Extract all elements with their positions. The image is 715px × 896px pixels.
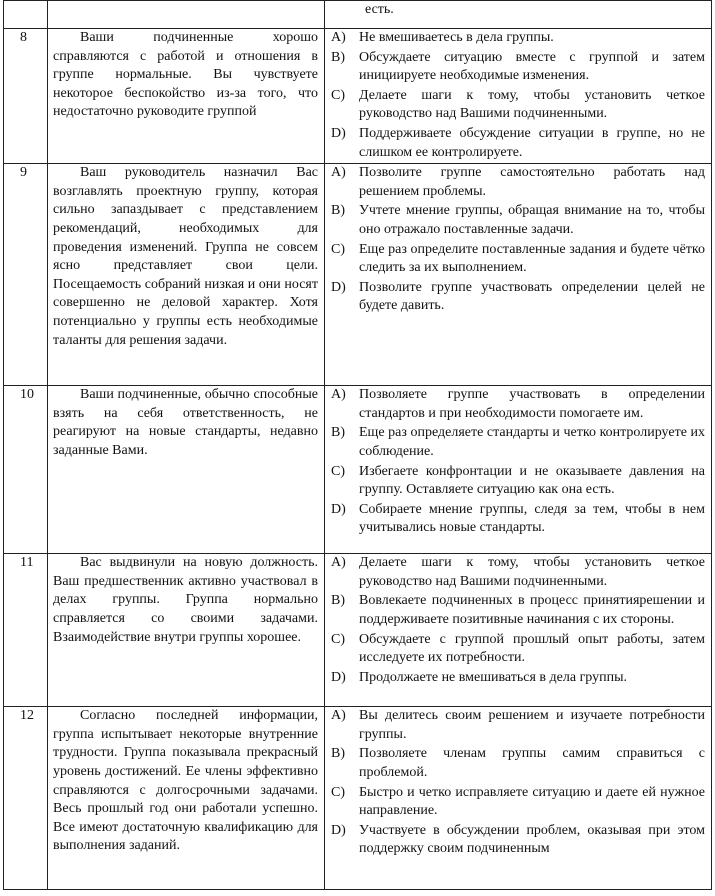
question-number: 8 xyxy=(4,29,48,164)
option-text: Вовлекаете подчиненных в процесс принятиярешении и поддерживаете позитивные начинания с их стороны. xyxy=(359,593,705,627)
answer-option xyxy=(331,745,705,782)
answer-option xyxy=(331,386,705,423)
option-text: Вы делитесь своим решением и изучаете потребности группы. xyxy=(359,708,705,742)
answer-option xyxy=(331,707,705,744)
table-row-question xyxy=(4,29,712,164)
option-letter: D) xyxy=(331,125,346,141)
option-text: Позволяете членам группы самим справиться с проблемой. xyxy=(359,746,705,780)
option-text: Быстро и четко исправляете ситуацию и даете ей нужное направление. xyxy=(359,784,705,819)
option-letter: B) xyxy=(331,203,345,219)
option-letter: A) xyxy=(331,555,346,571)
question-number-cell xyxy=(4,1,48,29)
situation-text: Согласно последней информации, группа испытывает некоторые внутренние трудности. Группа показывала прекрасный уровень достижений. Ее члены эффективно справляются с долгосрочными задачами. Весь прошлый год они работали успешно. Все имеют достаточную квалификацию для выполнения заданий. xyxy=(48,707,325,890)
question-number: 11 xyxy=(4,554,48,707)
table-row-question xyxy=(4,386,712,554)
option-letter: C) xyxy=(331,631,345,647)
situation-text: Ваши подчиненные хорошо справляются с работой и отношения в группе нормальные. Вы чувствуете некоторое беспокойство из-за того, что недостаточно руководите группой xyxy=(48,29,325,164)
questionnaire-document xyxy=(3,0,712,890)
option-text: Избегаете конфронтации и не оказываете давления на группу. Оставляете ситуацию как она есть. xyxy=(359,463,705,498)
option-letter: D) xyxy=(331,669,346,685)
question-number: 9 xyxy=(4,164,48,386)
option-text: Собираете мнение группы, следя за тем, чтобы в нем учитывались новые стандарты. xyxy=(359,501,705,536)
answer-option xyxy=(331,29,705,48)
option-letter: D) xyxy=(331,279,346,295)
options-cell xyxy=(325,164,712,386)
answer-option xyxy=(331,592,705,629)
questionnaire-body xyxy=(4,1,712,890)
table-row-question xyxy=(4,164,712,386)
answer-option xyxy=(331,125,705,162)
options-cell xyxy=(325,1,712,29)
option-letter: C) xyxy=(331,241,345,257)
option-letter: D) xyxy=(331,822,346,838)
questionnaire-table xyxy=(3,0,712,890)
answer-option xyxy=(331,424,705,461)
answer-option xyxy=(331,669,705,688)
options-cell xyxy=(325,554,712,707)
answer-option xyxy=(331,87,705,124)
option-letter: D) xyxy=(331,501,346,517)
option-letter: C) xyxy=(331,87,345,103)
option-letter: C) xyxy=(331,463,345,479)
answer-option xyxy=(331,279,705,316)
options-cell xyxy=(325,386,712,554)
option-text: Не вмешиваетесь в дела группы. xyxy=(359,30,554,45)
option-letter: B) xyxy=(331,425,345,441)
options-cell xyxy=(325,707,712,890)
answer-option xyxy=(331,822,705,859)
option-letter: A) xyxy=(331,165,346,181)
option-letter: C) xyxy=(331,784,345,800)
table-row-question xyxy=(4,707,712,890)
option-text: Позволите группе самостоятельно работать над решением проблемы. xyxy=(359,165,705,199)
option-text: Делаете шаги к тому, чтобы установить четкое руководство над Вашими подчиненными. xyxy=(359,87,705,122)
option-text: Позволяете группе участвовать в определении стандартов и при необходимости помогаете им. xyxy=(359,387,705,421)
option-letter: B) xyxy=(331,49,345,65)
answer-option xyxy=(331,554,705,591)
option-letter: A) xyxy=(331,30,346,45)
answer-option xyxy=(331,463,705,500)
option-text: Поддерживаете обсуждение ситуации в группе, но не слишком ее контролируете. xyxy=(359,125,705,160)
answer-option xyxy=(331,501,705,538)
answer-option xyxy=(331,241,705,278)
situation-text: Ваш руководитель назначил Вас возглавлять проектную группу, которая сильно запаздывает с представлением рекомендаций, необходимых для проведения изменений. Группа не совсем ясно представляет свои цели. Посещаемость собраний низкая и они носят совершенно не деловой характер. Хотя потенциально у группы есть необходимые таланты для решения задачи. xyxy=(48,164,325,386)
option-text: Продолжаете не вмешиваться в дела группы. xyxy=(359,669,628,685)
situation-text: Ваши подчиненные, обычно способные взять на себя ответственность, не реагируют на новые стандарты, недавно заданные Вами. xyxy=(48,386,325,554)
option-text: Еще раз определяете стандарты и четко контролируете их соблюдение. xyxy=(359,425,705,459)
answer-option xyxy=(331,631,705,668)
answer-option xyxy=(331,784,705,821)
table-row-question xyxy=(4,554,712,707)
options-cell xyxy=(325,29,712,164)
option-letter: A) xyxy=(331,708,346,724)
option-text: Участвуете в обсуждении проблем, оказывая при этом поддержку своим подчиненным xyxy=(359,822,705,857)
answer-option xyxy=(331,164,705,201)
question-number: 12 xyxy=(4,707,48,890)
situation-cell xyxy=(48,1,325,29)
option-letter: B) xyxy=(331,746,345,762)
option-letter: A) xyxy=(331,387,346,403)
option-text: Обсуждаете ситуацию вместе с группой и затем инициируете необходимые изменения. xyxy=(359,49,705,84)
answer-option xyxy=(331,49,705,86)
option-letter: B) xyxy=(331,593,345,609)
question-number: 10 xyxy=(4,386,48,554)
option-text: Обсуждаете с группой прошлый опыт работы, затем исследуете их потребности. xyxy=(359,631,705,666)
continuation-text: есть. xyxy=(365,2,394,17)
situation-text: Вас выдвинули на новую должность. Ваш предшественник активно участвовал в делах группы. Группа нормально справляется со своими задачами. Взаимодействие внутри группы хорошее. xyxy=(48,554,325,707)
option-text: Учтете мнение группы, обращая внимание на то, чтобы оно отражало поставленные задачи. xyxy=(359,203,705,237)
table-row-continuation xyxy=(4,1,712,29)
option-text: Еще раз определите поставленные задания и будете чётко следить за их выполнением. xyxy=(359,241,705,276)
answer-option xyxy=(331,202,705,239)
option-text: Делаете шаги к тому, чтобы установить четкое руководство над Вашими подчиненными. xyxy=(359,555,705,589)
option-text: Позволите группе участвовать определении целей не будете давить. xyxy=(359,279,705,314)
